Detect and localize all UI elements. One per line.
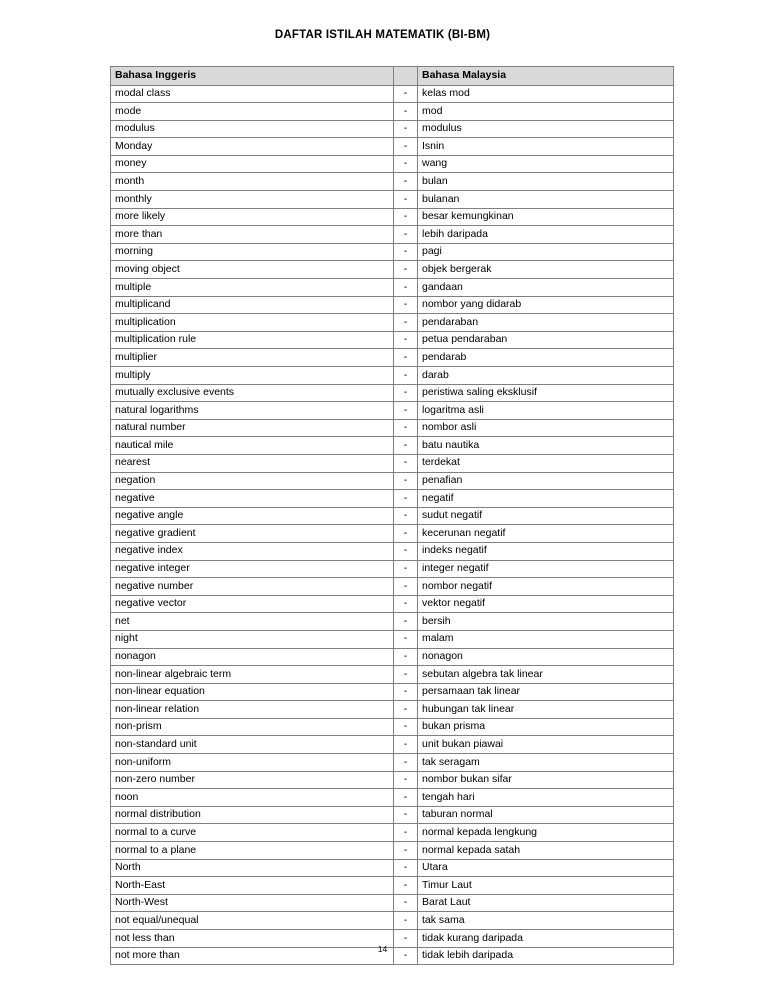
cell-malay: nombor bukan sifar — [418, 771, 674, 789]
table-row — [111, 472, 674, 490]
cell-malay: lebih daripada — [418, 226, 674, 244]
table-row — [111, 789, 674, 807]
cell-english: natural number — [111, 419, 394, 437]
cell-separator: - — [394, 718, 418, 736]
table-row — [111, 877, 674, 895]
cell-malay: bukan prisma — [418, 718, 674, 736]
table-row — [111, 367, 674, 385]
page-number: 14 — [377, 944, 388, 954]
cell-english: normal to a plane — [111, 842, 394, 860]
cell-malay: taburan normal — [418, 806, 674, 824]
cell-english: negative — [111, 490, 394, 508]
cell-separator: - — [394, 859, 418, 877]
cell-malay: normal kepada lengkung — [418, 824, 674, 842]
cell-separator: - — [394, 789, 418, 807]
cell-english: non-zero number — [111, 771, 394, 789]
table-row — [111, 771, 674, 789]
table-row — [111, 648, 674, 666]
cell-english: net — [111, 613, 394, 631]
table-row — [111, 912, 674, 930]
cell-separator: - — [394, 683, 418, 701]
cell-separator: - — [394, 454, 418, 472]
cell-separator: - — [394, 842, 418, 860]
cell-english: negation — [111, 472, 394, 490]
cell-separator: - — [394, 542, 418, 560]
cell-separator: - — [394, 912, 418, 930]
cell-english: North — [111, 859, 394, 877]
cell-separator: - — [394, 578, 418, 596]
cell-malay: Barat Laut — [418, 894, 674, 912]
cell-malay: batu nautika — [418, 437, 674, 455]
cell-english: month — [111, 173, 394, 191]
cell-english: mutually exclusive events — [111, 384, 394, 402]
cell-malay: pendaraban — [418, 314, 674, 332]
cell-malay: terdekat — [418, 454, 674, 472]
table-row — [111, 120, 674, 138]
cell-malay: bulan — [418, 173, 674, 191]
cell-english: normal distribution — [111, 806, 394, 824]
table-row — [111, 525, 674, 543]
cell-english: negative index — [111, 542, 394, 560]
cell-english: negative angle — [111, 507, 394, 525]
cell-separator: - — [394, 173, 418, 191]
table-row — [111, 103, 674, 121]
cell-separator: - — [394, 208, 418, 226]
table-row — [111, 419, 674, 437]
glossary-table-container — [110, 66, 673, 965]
cell-malay: sudut negatif — [418, 507, 674, 525]
cell-separator: - — [394, 666, 418, 684]
cell-english: nonagon — [111, 648, 394, 666]
table-row — [111, 331, 674, 349]
cell-malay: tak seragam — [418, 754, 674, 772]
table-row — [111, 507, 674, 525]
cell-english: non-standard unit — [111, 736, 394, 754]
table-row — [111, 85, 674, 103]
table-row — [111, 173, 674, 191]
table-row — [111, 454, 674, 472]
cell-separator: - — [394, 314, 418, 332]
cell-separator: - — [394, 648, 418, 666]
table-row — [111, 402, 674, 420]
cell-separator: - — [394, 120, 418, 138]
cell-malay: peristiwa saling eksklusif — [418, 384, 674, 402]
table-row — [111, 208, 674, 226]
cell-english: North-West — [111, 894, 394, 912]
table-body — [111, 85, 674, 965]
column-header-separator — [394, 67, 418, 86]
column-header-malay: Bahasa Malaysia — [418, 67, 674, 86]
cell-malay: malam — [418, 630, 674, 648]
cell-separator: - — [394, 155, 418, 173]
cell-malay: pendarab — [418, 349, 674, 367]
cell-malay: indeks negatif — [418, 542, 674, 560]
table-row — [111, 279, 674, 297]
cell-separator: - — [394, 630, 418, 648]
table-row — [111, 296, 674, 314]
table-row — [111, 560, 674, 578]
cell-malay: Isnin — [418, 138, 674, 156]
cell-separator: - — [394, 771, 418, 789]
cell-malay: integer negatif — [418, 560, 674, 578]
cell-english: multiplier — [111, 349, 394, 367]
cell-malay: nombor negatif — [418, 578, 674, 596]
cell-english: not equal/unequal — [111, 912, 394, 930]
table-row — [111, 754, 674, 772]
cell-separator: - — [394, 490, 418, 508]
cell-english: nearest — [111, 454, 394, 472]
cell-malay: bersih — [418, 613, 674, 631]
table-row — [111, 226, 674, 244]
cell-english: non-linear equation — [111, 683, 394, 701]
table-header — [111, 67, 674, 86]
cell-separator: - — [394, 507, 418, 525]
cell-malay: normal kepada satah — [418, 842, 674, 860]
cell-english: nautical mile — [111, 437, 394, 455]
table-row — [111, 842, 674, 860]
column-header-english: Bahasa Inggeris — [111, 67, 394, 86]
cell-malay: besar kemungkinan — [418, 208, 674, 226]
cell-english: normal to a curve — [111, 824, 394, 842]
cell-malay: gandaan — [418, 279, 674, 297]
cell-separator: - — [394, 138, 418, 156]
cell-english: non-uniform — [111, 754, 394, 772]
cell-english: money — [111, 155, 394, 173]
cell-separator: - — [394, 701, 418, 719]
table-row — [111, 666, 674, 684]
table-row — [111, 384, 674, 402]
cell-malay: modulus — [418, 120, 674, 138]
cell-english: more than — [111, 226, 394, 244]
cell-separator: - — [394, 331, 418, 349]
cell-malay: sebutan algebra tak linear — [418, 666, 674, 684]
cell-english: multiplicand — [111, 296, 394, 314]
cell-malay: tidak kurang daripada — [418, 930, 674, 948]
cell-separator: - — [394, 419, 418, 437]
cell-malay: Utara — [418, 859, 674, 877]
cell-english: monthly — [111, 191, 394, 209]
cell-separator: - — [394, 613, 418, 631]
cell-english: moving object — [111, 261, 394, 279]
cell-malay: hubungan tak linear — [418, 701, 674, 719]
cell-english: morning — [111, 243, 394, 261]
cell-separator: - — [394, 349, 418, 367]
cell-english: night — [111, 630, 394, 648]
cell-separator: - — [394, 947, 418, 965]
cell-malay: tak sama — [418, 912, 674, 930]
table-row — [111, 243, 674, 261]
cell-separator: - — [394, 736, 418, 754]
cell-english: North-East — [111, 877, 394, 895]
cell-english: non-prism — [111, 718, 394, 736]
table-row — [111, 894, 674, 912]
table-row — [111, 578, 674, 596]
cell-english: modulus — [111, 120, 394, 138]
cell-malay: Timur Laut — [418, 877, 674, 895]
cell-malay: logaritma asli — [418, 402, 674, 420]
cell-separator: - — [394, 226, 418, 244]
cell-separator: - — [394, 824, 418, 842]
cell-english: multiplication rule — [111, 331, 394, 349]
cell-separator: - — [394, 191, 418, 209]
cell-english: multiply — [111, 367, 394, 385]
cell-malay: pagi — [418, 243, 674, 261]
table-row — [111, 806, 674, 824]
cell-english: negative integer — [111, 560, 394, 578]
cell-separator: - — [394, 402, 418, 420]
cell-malay: kecerunan negatif — [418, 525, 674, 543]
cell-separator: - — [394, 85, 418, 103]
cell-english: more likely — [111, 208, 394, 226]
cell-malay: bulanan — [418, 191, 674, 209]
cell-separator: - — [394, 894, 418, 912]
cell-english: not more than — [111, 947, 394, 965]
cell-malay: negatif — [418, 490, 674, 508]
cell-malay: objek bergerak — [418, 261, 674, 279]
table-row — [111, 613, 674, 631]
cell-english: mode — [111, 103, 394, 121]
table-row — [111, 595, 674, 613]
cell-separator: - — [394, 384, 418, 402]
cell-english: multiplication — [111, 314, 394, 332]
page-title: DAFTAR ISTILAH MATEMATIK (BI-BM) — [274, 29, 491, 41]
table-row — [111, 138, 674, 156]
table-row — [111, 824, 674, 842]
table-row — [111, 261, 674, 279]
table-row — [111, 437, 674, 455]
cell-separator: - — [394, 279, 418, 297]
cell-separator: - — [394, 754, 418, 772]
cell-english: modal class — [111, 85, 394, 103]
table-row — [111, 859, 674, 877]
cell-malay: persamaan tak linear — [418, 683, 674, 701]
table-row — [111, 490, 674, 508]
cell-separator: - — [394, 560, 418, 578]
cell-malay: tengah hari — [418, 789, 674, 807]
table-row — [111, 630, 674, 648]
table-row — [111, 349, 674, 367]
cell-english: multiple — [111, 279, 394, 297]
cell-separator: - — [394, 806, 418, 824]
table-header-row — [111, 67, 674, 86]
cell-malay: kelas mod — [418, 85, 674, 103]
cell-separator: - — [394, 261, 418, 279]
glossary-table — [110, 66, 674, 965]
cell-malay: nonagon — [418, 648, 674, 666]
table-row — [111, 155, 674, 173]
cell-separator: - — [394, 472, 418, 490]
cell-english: negative vector — [111, 595, 394, 613]
cell-malay: mod — [418, 103, 674, 121]
cell-separator: - — [394, 877, 418, 895]
table-row — [111, 542, 674, 560]
cell-separator: - — [394, 437, 418, 455]
cell-english: non-linear relation — [111, 701, 394, 719]
cell-english: not less than — [111, 930, 394, 948]
table-row — [111, 701, 674, 719]
cell-malay: tidak lebih daripada — [418, 947, 674, 965]
cell-english: negative gradient — [111, 525, 394, 543]
cell-malay: wang — [418, 155, 674, 173]
cell-malay: darab — [418, 367, 674, 385]
cell-english: non-linear algebraic term — [111, 666, 394, 684]
cell-malay: unit bukan piawai — [418, 736, 674, 754]
table-row — [111, 191, 674, 209]
table-row — [111, 736, 674, 754]
table-row — [111, 718, 674, 736]
cell-separator: - — [394, 367, 418, 385]
table-row — [111, 314, 674, 332]
cell-separator: - — [394, 296, 418, 314]
cell-separator: - — [394, 243, 418, 261]
cell-malay: nombor asli — [418, 419, 674, 437]
cell-english: natural logarithms — [111, 402, 394, 420]
cell-malay: nombor yang didarab — [418, 296, 674, 314]
cell-malay: vektor negatif — [418, 595, 674, 613]
cell-english: negative number — [111, 578, 394, 596]
cell-separator: - — [394, 525, 418, 543]
cell-english: Monday — [111, 138, 394, 156]
cell-separator: - — [394, 103, 418, 121]
table-row — [111, 683, 674, 701]
cell-separator: - — [394, 930, 418, 948]
cell-malay: penafian — [418, 472, 674, 490]
cell-separator: - — [394, 595, 418, 613]
cell-malay: petua pendaraban — [418, 331, 674, 349]
cell-english: noon — [111, 789, 394, 807]
